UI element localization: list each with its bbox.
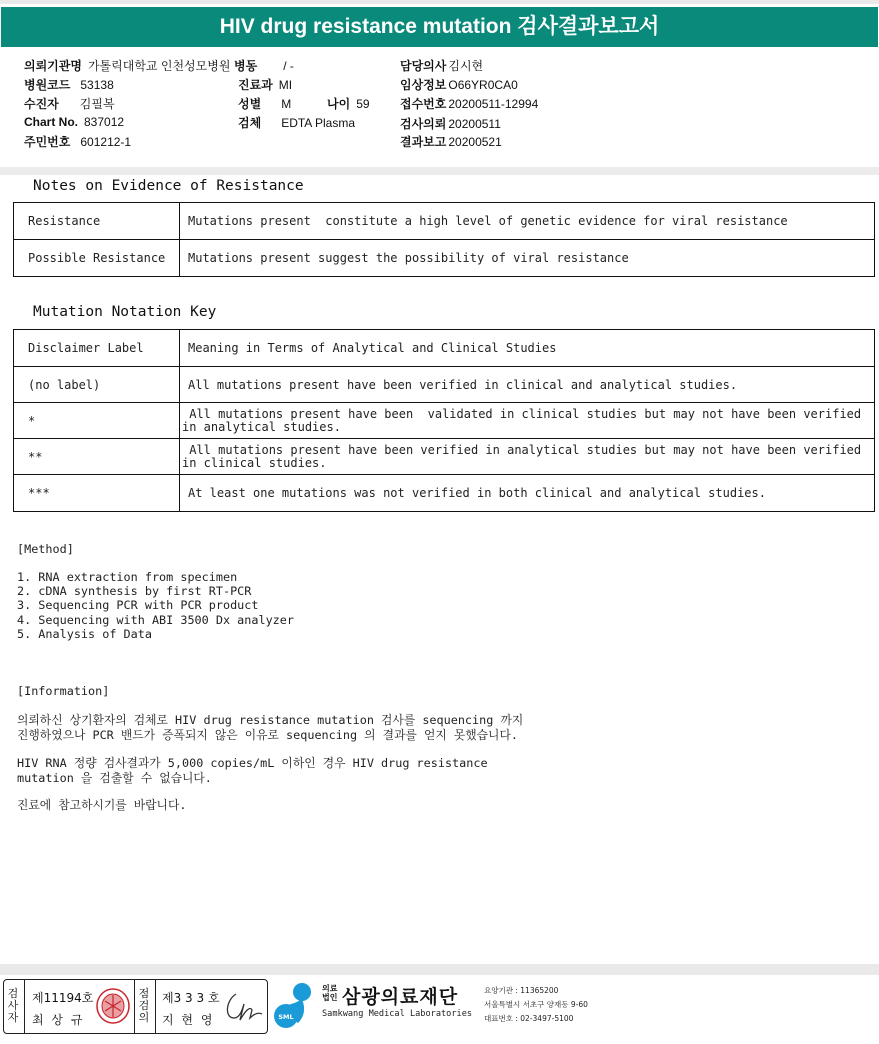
information-title: [Information] bbox=[17, 684, 110, 698]
org-prefix-bottom: 법인 bbox=[322, 993, 338, 1002]
institution-field: 의뢰기관명 가톨릭대학교 인천성모병원 bbox=[24, 59, 231, 73]
seal-stamp-icon bbox=[95, 987, 131, 1025]
tester-name: 최 상 규 bbox=[32, 1013, 85, 1027]
key-label: *** bbox=[14, 475, 180, 512]
table-row bbox=[14, 367, 875, 403]
notes-text: Mutations present constitute a high level of genetic evidence for viral resistance bbox=[180, 203, 875, 240]
patient-header bbox=[0, 50, 879, 168]
table-row bbox=[14, 403, 875, 439]
age-field: 나이 59 bbox=[327, 97, 370, 111]
request-date-field: 검사의뢰 20200511 bbox=[400, 117, 501, 131]
notes-label: Resistance bbox=[14, 203, 180, 240]
key-label: (no label) bbox=[14, 367, 180, 403]
table-row bbox=[14, 439, 875, 475]
org-prefix-top: 의료 bbox=[322, 984, 338, 993]
notes-label: Possible Resistance bbox=[14, 240, 180, 277]
tester-license: 제11194호 bbox=[32, 991, 94, 1005]
footer-divider bbox=[0, 964, 879, 975]
accession-field: 접수번호 20200511-12994 bbox=[400, 97, 539, 111]
sml-logo-text: SML bbox=[278, 1013, 294, 1021]
information-para: 의뢰하신 상기환자의 검체로 HIV drug resistance mutation 검사를 sequencing 까지 진행하였으나 PCR 밴드가 증폭되지 않은 이유로 sequencing 의 결과를 얻지 못했습니다. bbox=[17, 713, 524, 742]
resident-no-field: 주민번호 601212-1 bbox=[24, 135, 132, 149]
report-title: HIV drug resistance mutation 검사결과보고서 bbox=[1, 7, 878, 47]
key-header-text: Meaning in Terms of Analytical and Clinical Studies bbox=[180, 330, 875, 367]
key-title: Mutation Notation Key bbox=[33, 304, 217, 320]
reviewer-name: 지 현 영 bbox=[162, 1013, 215, 1027]
table-row bbox=[14, 203, 875, 240]
method-step: 2. cDNA synthesis by first RT-PCR bbox=[17, 584, 252, 598]
method-step: 3. Sequencing PCR with PCR product bbox=[17, 598, 259, 612]
information-para: 진료에 참고하시기를 바랍니다. bbox=[17, 798, 187, 812]
specimen-field: 검체 EDTA Plasma bbox=[238, 116, 355, 130]
clinical-info-field: 임상정보 O66YR0CA0 bbox=[400, 78, 518, 92]
method-step: 4. Sequencing with ABI 3500 Dx analyzer bbox=[17, 613, 294, 627]
org-prefix bbox=[322, 984, 337, 1002]
key-header-label: Disclaimer Label bbox=[14, 330, 180, 367]
org-name: 삼광의료재단 bbox=[342, 986, 459, 1008]
sml-logo-icon bbox=[272, 981, 316, 1029]
signature-icon bbox=[222, 988, 264, 1024]
org-english-name: Samkwang Medical Laboratories bbox=[322, 1009, 473, 1019]
org-info-line: 요양기관 : 11365200 bbox=[484, 986, 559, 995]
org-info-line: 대표번호 : 02-3497-5100 bbox=[484, 1014, 574, 1023]
key-label: * bbox=[14, 403, 180, 439]
information-para: HIV RNA 정량 검사결과가 5,000 copies/mL 이하인 경우 HIV drug resistance mutation 을 검출할 수 없습니다. bbox=[17, 756, 488, 785]
table-row bbox=[14, 240, 875, 277]
method-step: 1. RNA extraction from specimen bbox=[17, 570, 238, 584]
reviewer-license: 제3 3 3 호 bbox=[162, 991, 220, 1005]
key-text: At least one mutations was not verified in both clinical and analytical studies. bbox=[180, 475, 875, 512]
patient-field: 수진자 김필복 bbox=[24, 97, 115, 111]
notes-table bbox=[13, 202, 875, 277]
key-table bbox=[13, 329, 875, 512]
reviewer-label: 점 검 의 bbox=[138, 987, 150, 1024]
tester-label: 검 사 자 bbox=[7, 987, 19, 1024]
key-label: ** bbox=[14, 439, 180, 475]
notes-text: Mutations present suggest the possibility of viral resistance bbox=[180, 240, 875, 277]
doctor-field: 담당의사 김시현 bbox=[400, 59, 484, 73]
method-step: 5. Analysis of Data bbox=[17, 627, 152, 641]
signature-box bbox=[3, 979, 268, 1034]
hospital-code-field: 병원코드 53138 bbox=[24, 78, 114, 92]
ward-field: 병동 / - bbox=[234, 59, 294, 73]
key-text: All mutations present have been verified in clinical and analytical studies. bbox=[180, 367, 875, 403]
department-field: 진료과 MI bbox=[238, 78, 293, 92]
key-text: All mutations present have been verified in analytical studies but may not have been verified in clinical studies. bbox=[180, 439, 875, 475]
table-row bbox=[14, 475, 875, 512]
chart-no-field: Chart No. 837012 bbox=[24, 115, 125, 129]
table-header-row bbox=[14, 330, 875, 367]
org-info-line: 서울특별시 서초구 양재동 9-60 bbox=[484, 1000, 588, 1009]
method-title: [Method] bbox=[17, 542, 74, 556]
sex-field: 성별 M bbox=[238, 97, 292, 111]
key-text: All mutations present have been validated in clinical studies but may not have been verified in analytical studies. bbox=[180, 403, 875, 439]
notes-title: Notes on Evidence of Resistance bbox=[33, 178, 304, 194]
header-divider bbox=[0, 167, 879, 175]
top-border bbox=[0, 0, 879, 4]
report-date-field: 결과보고 20200521 bbox=[400, 135, 502, 149]
